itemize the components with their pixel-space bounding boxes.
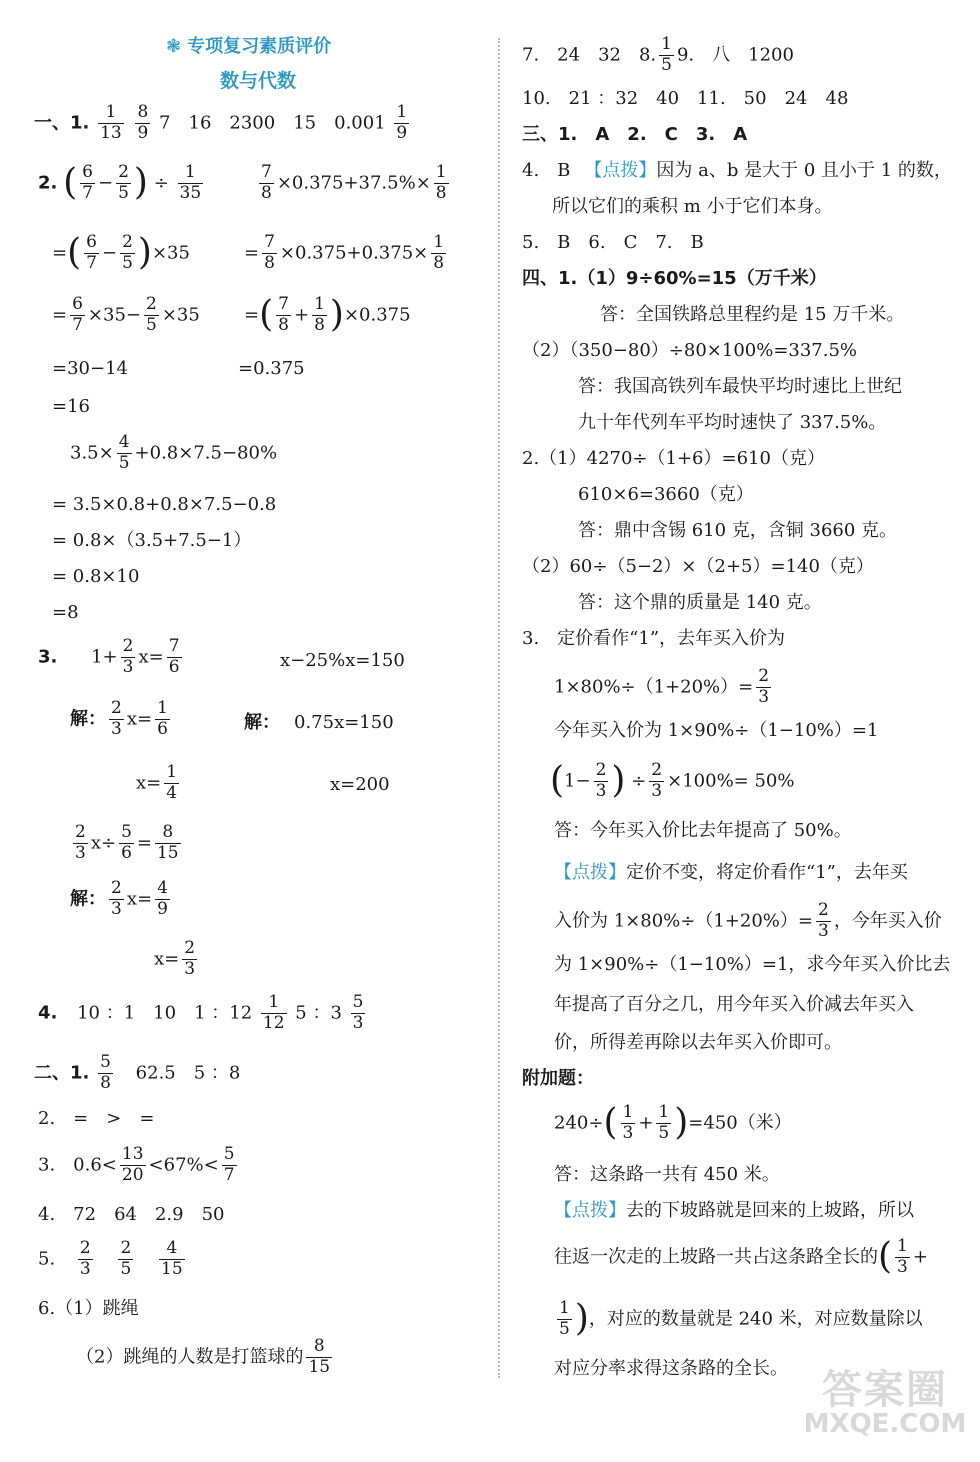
solve-a-1: 解： $\frac{2}{3}$ x= $\frac{1}{6}$ [70, 698, 168, 739]
step-a-3: = $\frac{6}{7}$ ×35− $\frac{2}{5}$ ×35 [52, 294, 200, 335]
step-a-2: =( $\frac{6}{7}$ − $\frac{2}{5}$ )×35 [52, 232, 190, 274]
solve-a-2: x= $\frac{1}{4}$ [136, 762, 178, 803]
paw-icon: ❃ [166, 36, 182, 57]
answer-1-3-eq-c: $\frac{2}{3}$ x÷ $\frac{5}{6}$ = $\frac{8}{15}$ [75, 822, 179, 863]
answer-2-1: 二、1. $\frac{5}{8}$ 62.5 5 ：8 [34, 1052, 241, 1093]
fraction: $\frac{1}{9}$ [396, 102, 408, 143]
step-a-4: =30−14 [52, 358, 128, 379]
step-b-2: = $\frac{7}{8}$ ×0.375+0.375× $\frac{1}{8}$ [244, 232, 445, 273]
watermark-logo: 答案圈 MXQE.COM [803, 1367, 967, 1439]
answer-4-3-step3: (1− $\frac{2}{3}$ ) ÷ $\frac{2}{3}$ ×100%= 50% [550, 760, 795, 802]
answer-4-2-1-step: 610×6=3660（克） [578, 484, 754, 505]
tip-4-3-line3: 为 1×90%÷（1−10%）=1，求今年买入价比去 [554, 954, 951, 975]
answer-1-2-expr-a: 2. ( $\frac{6}{7}$ − $\frac{2}{5}$ ) ÷ $\frac{1}{35}$ [38, 162, 202, 204]
tip-4-3-line1: 【点拨】定价不变，将定价看作“1”，去年买 [554, 862, 908, 883]
step-c-2: = 0.8×（3.5+7.5−1） [52, 530, 252, 551]
answer-2-4: 4. 72 64 2.9 50 [38, 1204, 225, 1225]
answer-4-1-2: （2）（350−80）÷80×100%=337.5% [522, 340, 858, 361]
answer-1-3-eq-b: x−25%x=150 [280, 650, 405, 671]
answer-1-2-expr-b: $\frac{7}{8}$ ×0.375+37.5%× $\frac{1}{8}$ [261, 162, 447, 203]
section-subtitle: 数与代数 [220, 70, 297, 92]
tip-label: 【点拨】 [554, 862, 626, 883]
tip-4-3-line2: 入价为 1×80%÷（1+20%）= $\frac{2}{3}$ ，今年买入价 [554, 900, 942, 941]
answer-4-1-2-reply-cont: 九十年代列车平均时速快了 337.5%。 [578, 412, 887, 433]
answer-2-10-11: 10. 21 ：32 40 11. 50 24 48 [522, 88, 849, 109]
solve-b-1: 解： 0.75x=150 [244, 712, 394, 733]
tip-4-3-line4: 年提高了百分之几，用今年买入价减去年买入 [554, 994, 914, 1015]
step-c-4: =8 [52, 602, 79, 623]
answer-4-3-step2: 今年买入价为 1×90%÷（1−10%）=1 [554, 720, 879, 741]
answer-3-1-3: 三、1. A 2. C 3. A [522, 124, 748, 145]
bonus-title: 附加题： [522, 1068, 594, 1089]
answer-3-4: 4. B 【点拨】因为 a、b 是大于 0 且小于 1 的数， [522, 160, 952, 181]
step-a-5: =16 [52, 396, 90, 417]
fraction: $\frac{8}{9}$ [137, 102, 149, 143]
answer-2-5: 5. $\frac{2}{3}$ $\frac{2}{5}$ $\frac{4}{15}$ [38, 1238, 183, 1279]
tip-bonus-line3: $\frac{1}{5}$ )，对应的数量就是 240 米，对应数量除以 [559, 1298, 923, 1340]
bonus-calc: 240÷( $\frac{1}{3}$ + $\frac{1}{5}$ )=450（米） [554, 1102, 792, 1144]
right-column [502, 0, 980, 1462]
answer-1-4: 4. 10 ：1 10 1 ：12 $\frac{1}{12}$ 5 ：3 $\frac{5}{3}$ [38, 992, 364, 1033]
answer-2-7-9: 7. 24 32 8. $\frac{1}{5}$ 9. 八 1200 [522, 34, 794, 75]
answer-4-2-2-reply: 答：这个鼎的质量是 140 克。 [578, 592, 822, 613]
answer-1-2-expr-c: 3.5× $\frac{4}{5}$ +0.8×7.5−80% [70, 432, 278, 473]
tip-bonus-line4: 对应分率求得这条路的全长。 [554, 1358, 788, 1379]
answer-4-1-1-reply: 答：全国铁路总里程约是 15 万千米。 [600, 304, 905, 325]
answer-4-2-2: （2）60÷（5−2）×（2+5）=140（克） [522, 556, 874, 577]
answer-4-2-1: 2.（1）4270÷（1+6）=610（克） [522, 448, 825, 469]
tip-bonus-line2: 往返一次走的上坡路一共占这条路全长的( $\frac{1}{3}$ + [554, 1236, 928, 1278]
column-divider [498, 38, 500, 1378]
answer-2-6-2: （2）跳绳的人数是打篮球的 $\frac{8}{15}$ [76, 1336, 331, 1377]
answer-4-3-reply: 答：今年买入价比去年提高了 50%。 [554, 820, 852, 841]
step-b-3: =( $\frac{7}{8}$ + $\frac{1}{8}$ )×0.375 [244, 294, 411, 336]
answer-4-1-1: 四、1.（1）9÷60%=15（万千米） [522, 268, 827, 289]
step-c-1: = 3.5×0.8+0.8×7.5−0.8 [52, 494, 277, 515]
tip-4-3-line5: 价，所得差再除以去年买入价即可。 [554, 1032, 842, 1053]
answer-4-3: 3. 定价看作“1”，去年买入价为 [522, 628, 786, 649]
tip-label: 【点拨】 [554, 1200, 626, 1221]
section-title: ❃ 专项复习素质评价 [166, 36, 332, 57]
tip-bonus-line1: 【点拨】去的下坡路就是回来的上坡路，所以 [554, 1200, 914, 1221]
fraction: $\frac{1}{13}$ [100, 102, 122, 143]
answer-4-3-step1: 1×80%÷（1+20%）= $\frac{2}{3}$ [554, 666, 770, 707]
solve-b-2: x=200 [330, 774, 390, 795]
bonus-reply: 答：这条路一共有 450 米。 [554, 1164, 780, 1185]
answer-2-6-1: 6.（1）跳绳 [38, 1298, 139, 1319]
step-c-3: = 0.8×10 [52, 566, 140, 587]
answer-1-3-eq-a: 3. 1+ $\frac{2}{3}$ x= $\frac{7}{6}$ [38, 636, 180, 677]
solve-c-2: x= $\frac{2}{3}$ [154, 938, 196, 979]
solve-c-1: 解： $\frac{2}{3}$ x= $\frac{4}{9}$ [70, 878, 168, 919]
answer-1-1: 一、1. $\frac{1}{13}$ $\frac{8}{9}$ 7 16 2300 15 0.001 $\frac{1}{9}$ [34, 102, 408, 143]
answer-3-4-cont: 所以它们的乘积 m 小于它们本身。 [552, 196, 833, 217]
step-b-4: =0.375 [238, 358, 305, 379]
answer-2-2: 2. = > = [38, 1108, 155, 1129]
tip-label: 【点拨】 [584, 160, 657, 181]
answer-4-1-2-reply: 答：我国高铁列车最快平均时速比上世纪 [578, 376, 902, 397]
answer-3-5-7: 5. B 6. C 7. B [522, 232, 704, 253]
answer-4-2-1-reply: 答：鼎中含锡 610 克，含铜 3660 克。 [578, 520, 898, 541]
answer-2-3: 3. 0.6< $\frac{13}{20}$ <67%< $\frac{5}{7}$ [38, 1144, 235, 1185]
